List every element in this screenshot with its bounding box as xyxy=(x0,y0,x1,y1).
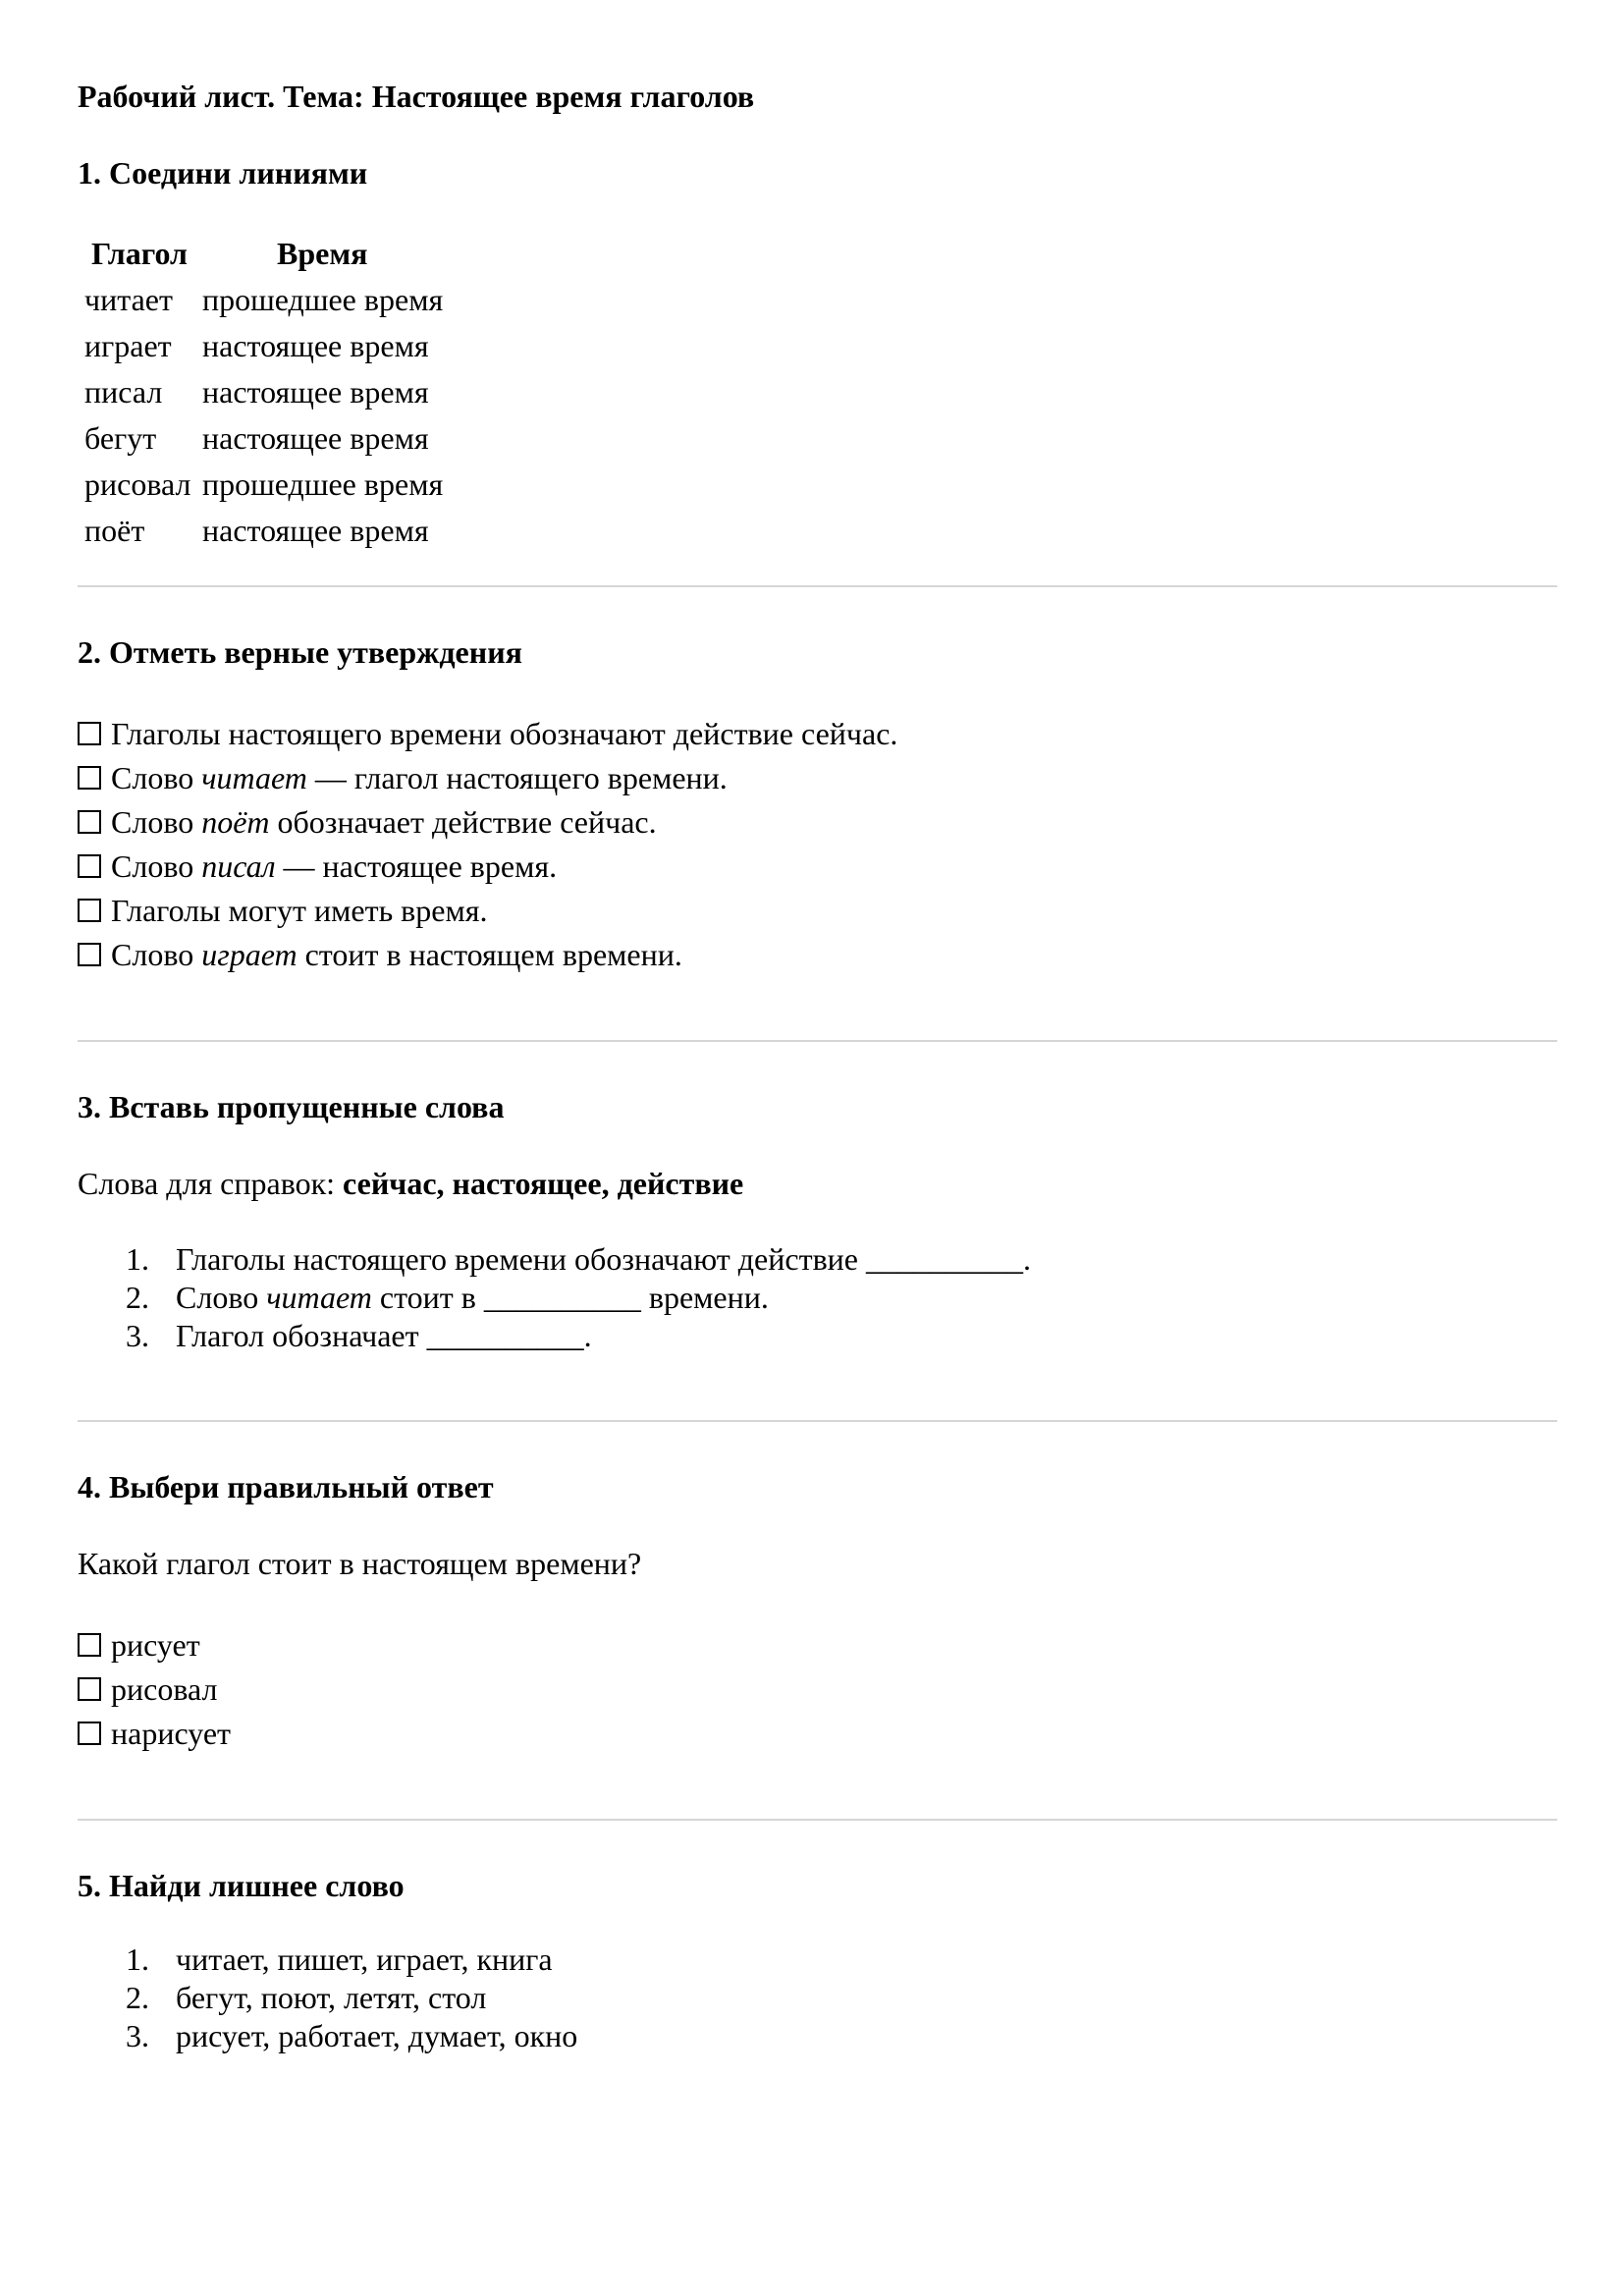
section-divider xyxy=(78,1819,1557,1821)
table-row xyxy=(81,323,447,369)
option-label: рисовал xyxy=(111,1671,218,1707)
tense-cell: прошедшее время xyxy=(202,466,444,503)
table-row xyxy=(81,277,447,323)
section-divider xyxy=(78,1420,1557,1422)
statement-item[interactable] xyxy=(78,933,682,977)
list-item-text xyxy=(176,1279,769,1317)
column-header-verb: Глагол xyxy=(91,236,188,272)
statement-text: Слово xyxy=(111,804,202,840)
verb-cell: поёт xyxy=(84,513,145,549)
verb-cell: писал xyxy=(84,374,163,410)
list-item-text xyxy=(176,1317,592,1355)
statement-item[interactable] xyxy=(78,889,487,933)
checkbox[interactable] xyxy=(78,1722,101,1745)
list-item-text: читает, пишет, играет, книга xyxy=(176,1941,553,1977)
word-bank-words: сейчас, настоящее, действие xyxy=(343,1166,744,1201)
section-divider xyxy=(78,585,1557,587)
answer-option[interactable] xyxy=(78,1623,200,1667)
option-label: нарисует xyxy=(111,1716,231,1751)
table-row xyxy=(81,369,447,415)
column-header-tense: Время xyxy=(277,236,368,272)
question-text: Какой глагол стоит в настоящем времени? xyxy=(78,1546,642,1581)
list-item-text xyxy=(176,1240,1031,1279)
statement-text: Слово xyxy=(111,937,202,972)
list-number: 1. xyxy=(126,1941,149,1977)
option-label: рисует xyxy=(111,1627,200,1663)
list-text-end: стоит в __________ времени. xyxy=(371,1280,769,1315)
statement-text: Слово xyxy=(111,848,202,884)
list-italic-word: читает xyxy=(266,1280,372,1315)
word-bank-label: Слова для справок: xyxy=(78,1166,344,1201)
checkbox[interactable] xyxy=(78,854,101,878)
statement-text: Глаголы могут иметь время. xyxy=(111,893,488,928)
verb-cell: играет xyxy=(84,328,172,364)
checkbox[interactable] xyxy=(78,899,101,922)
tense-cell: настоящее время xyxy=(202,513,429,549)
section-5-heading: 5. Найди лишнее слово xyxy=(78,1868,405,1903)
list-text: Слово xyxy=(176,1280,267,1315)
matching-table xyxy=(81,231,447,554)
checkbox[interactable] xyxy=(78,722,101,745)
answer-option[interactable] xyxy=(78,1667,217,1712)
statement-text: Слово xyxy=(111,760,202,795)
statement-text-end: — глагол настоящего времени. xyxy=(306,760,728,795)
section-1-heading: 1. Соедини линиями xyxy=(78,155,368,191)
list-number: 2. xyxy=(126,1280,149,1315)
list-number: 3. xyxy=(126,2018,149,2053)
statement-item[interactable] xyxy=(78,756,728,800)
section-3-heading: 3. Вставь пропущенные слова xyxy=(78,1089,505,1124)
statement-italic-word: читает xyxy=(201,760,307,795)
verb-cell: рисовал xyxy=(84,466,191,503)
table-header-row xyxy=(81,231,447,277)
checkbox[interactable] xyxy=(78,1677,101,1701)
statement-italic-word: играет xyxy=(201,937,298,972)
section-4-heading: 4. Выбери правильный ответ xyxy=(78,1469,494,1504)
tense-cell: настоящее время xyxy=(202,374,429,410)
table-row xyxy=(81,415,447,462)
checkbox[interactable] xyxy=(78,943,101,966)
statement-italic-word: писал xyxy=(201,848,276,884)
statement-item[interactable] xyxy=(78,712,897,756)
statement-text-end: стоит в настоящем времени. xyxy=(297,937,682,972)
answer-option[interactable] xyxy=(78,1712,231,1756)
tense-cell: настоящее время xyxy=(202,328,429,364)
statement-text: Глаголы настоящего времени обозначают действие сейчас. xyxy=(111,716,898,751)
list-number: 3. xyxy=(126,1318,149,1353)
tense-cell: настоящее время xyxy=(202,420,429,457)
statement-text-end: — настоящее время. xyxy=(275,848,558,884)
page-title: Рабочий лист. Тема: Настоящее время глаголов xyxy=(78,79,755,114)
statement-italic-word: поёт xyxy=(201,804,270,840)
statement-text-end: обозначает действие сейчас. xyxy=(269,804,657,840)
section-2-heading: 2. Отметь верные утверждения xyxy=(78,634,522,670)
word-bank xyxy=(78,1162,743,1206)
list-item-text: рисует, работает, думает, окно xyxy=(176,2018,578,2053)
checkbox[interactable] xyxy=(78,766,101,790)
checkbox[interactable] xyxy=(78,1633,101,1657)
list-text: Глаголы настоящего времени обозначают действие __________. xyxy=(176,1241,1031,1277)
verb-cell: читает xyxy=(84,282,173,318)
statement-item[interactable] xyxy=(78,845,557,889)
table-row xyxy=(81,508,447,554)
verb-cell: бегут xyxy=(84,420,157,457)
checkbox[interactable] xyxy=(78,810,101,834)
list-text: Глагол обозначает __________. xyxy=(176,1318,592,1353)
table-row xyxy=(81,462,447,508)
list-item-text: бегут, поют, летят, стол xyxy=(176,1980,487,2015)
list-number: 1. xyxy=(126,1241,149,1277)
section-divider xyxy=(78,1040,1557,1042)
tense-cell: прошедшее время xyxy=(202,282,444,318)
list-number: 2. xyxy=(126,1980,149,2015)
statement-item[interactable] xyxy=(78,800,657,845)
